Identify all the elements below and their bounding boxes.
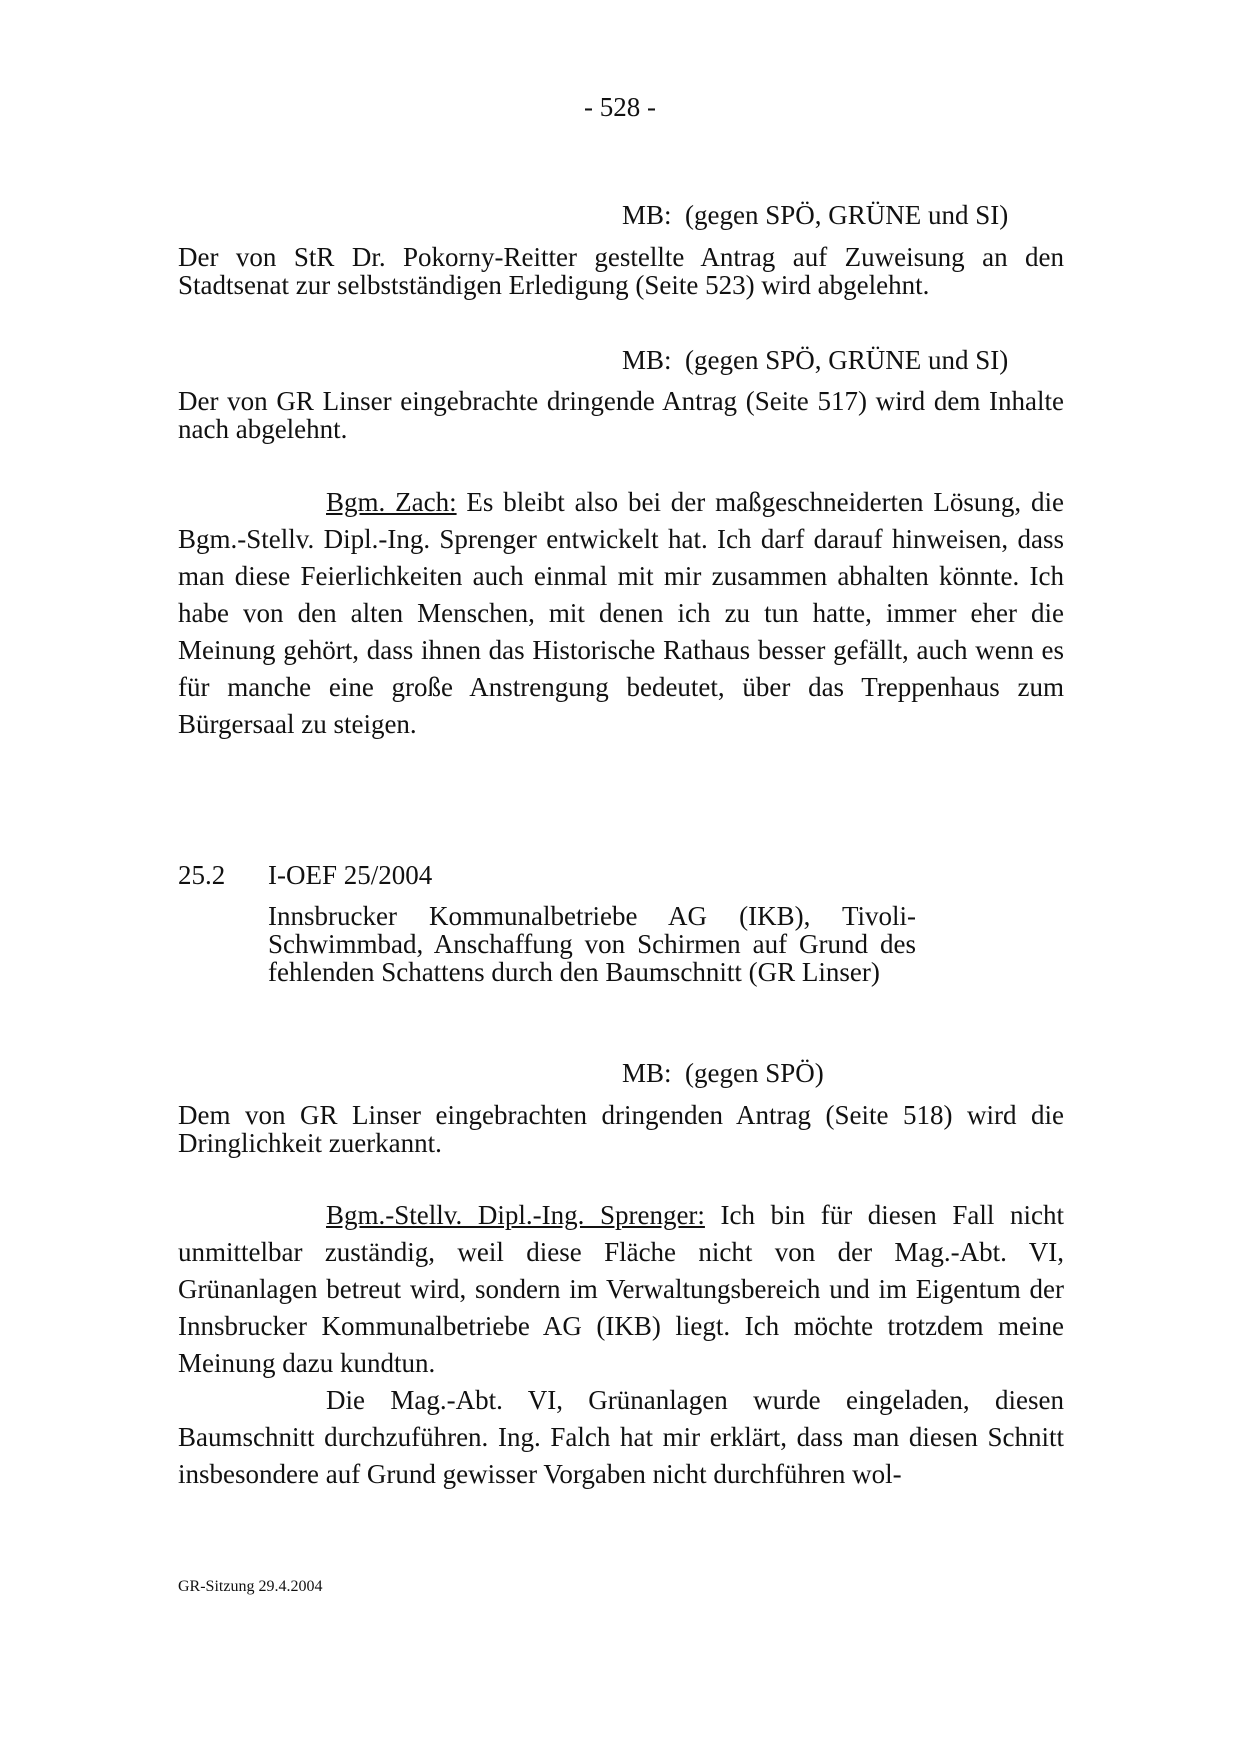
speech-text: Es bleibt also bei der maßgeschneiderten Lösung, die Bgm.-Stellv. Dipl.-Ing. Sprenger entwickelt hat. Ich darf darauf hinweisen, dass man diese Feierlichkeiten auch einmal mit mir zusammen abhalten könnte. Ich habe von den alten Menschen, mit denen ich zu tun hatte, immer eher die Meinung gehört, dass ihnen das Historische Rathaus besser gefällt, auch wenn es für manche eine große Anstrengung bedeutet, über das Treppenhaus zum Bürgersaal zu steigen. [178,487,1064,739]
vote-result-1: MB: (gegen SPÖ, GRÜNE und SI) [622,200,1009,230]
page-number: - 528 - [584,92,656,122]
footer-session-date: GR-Sitzung 29.4.2004 [178,1578,323,1595]
speech-sprenger [178,1197,1064,1382]
speaker-name: Bgm. Zach: [326,487,457,517]
vote-result-2: MB: (gegen SPÖ, GRÜNE und SI) [622,345,1009,375]
agenda-item-number: 25.2 [178,860,226,890]
resolution-text-2: Der von GR Linser eingebrachte dringende Antrag (Seite 517) wird dem Inhalte nach abgelehnt. [178,386,1064,444]
speech-text: Ich bin für diesen Fall nicht unmittelbar zuständig, weil diese Fläche nicht von der Mag.-Abt. VI, Grünanlagen betreut wird, sondern im Verwaltungsbereich und im Eigentum der Innsbrucker Kommunalbetriebe AG (IKB) liegt. Ich möchte trotzdem meine Meinung dazu kundtun. [178,1200,1064,1378]
resolution-text-1: Der von StR Dr. Pokorny-Reitter gestellte Antrag auf Zuweisung an den Stadtsenat zur selbstständigen Erledigung (Seite 523) wird abgelehnt. [178,242,1064,300]
speech-text-2: Die Mag.-Abt. VI, Grünanlagen wurde eingeladen, diesen Baumschnitt durchzuführen. Ing. Falch hat mir erklärt, dass man diesen Schnitt insbesondere auf Grund gewisser Vorgaben nicht durchführen wol- [178,1385,1064,1489]
speaker-name: Bgm.-Stellv. Dipl.-Ing. Sprenger: [326,1200,705,1230]
agenda-item-description: Innsbrucker Kommunalbetriebe AG (IKB), Tivoli-Schwimmbad, Anschaffung von Schirmen auf Grund des fehlenden Schattens durch den Baumschnitt (GR Linser) [268,901,916,987]
resolution-text-3: Dem von GR Linser eingebrachten dringenden Antrag (Seite 518) wird die Dringlichkeit zuerkannt. [178,1100,1064,1158]
speech-sprenger-paragraph-2 [178,1382,1064,1493]
agenda-item-reference: I-OEF 25/2004 [268,860,433,890]
speech-zach [178,484,1064,743]
vote-result-3: MB: (gegen SPÖ) [622,1058,824,1088]
